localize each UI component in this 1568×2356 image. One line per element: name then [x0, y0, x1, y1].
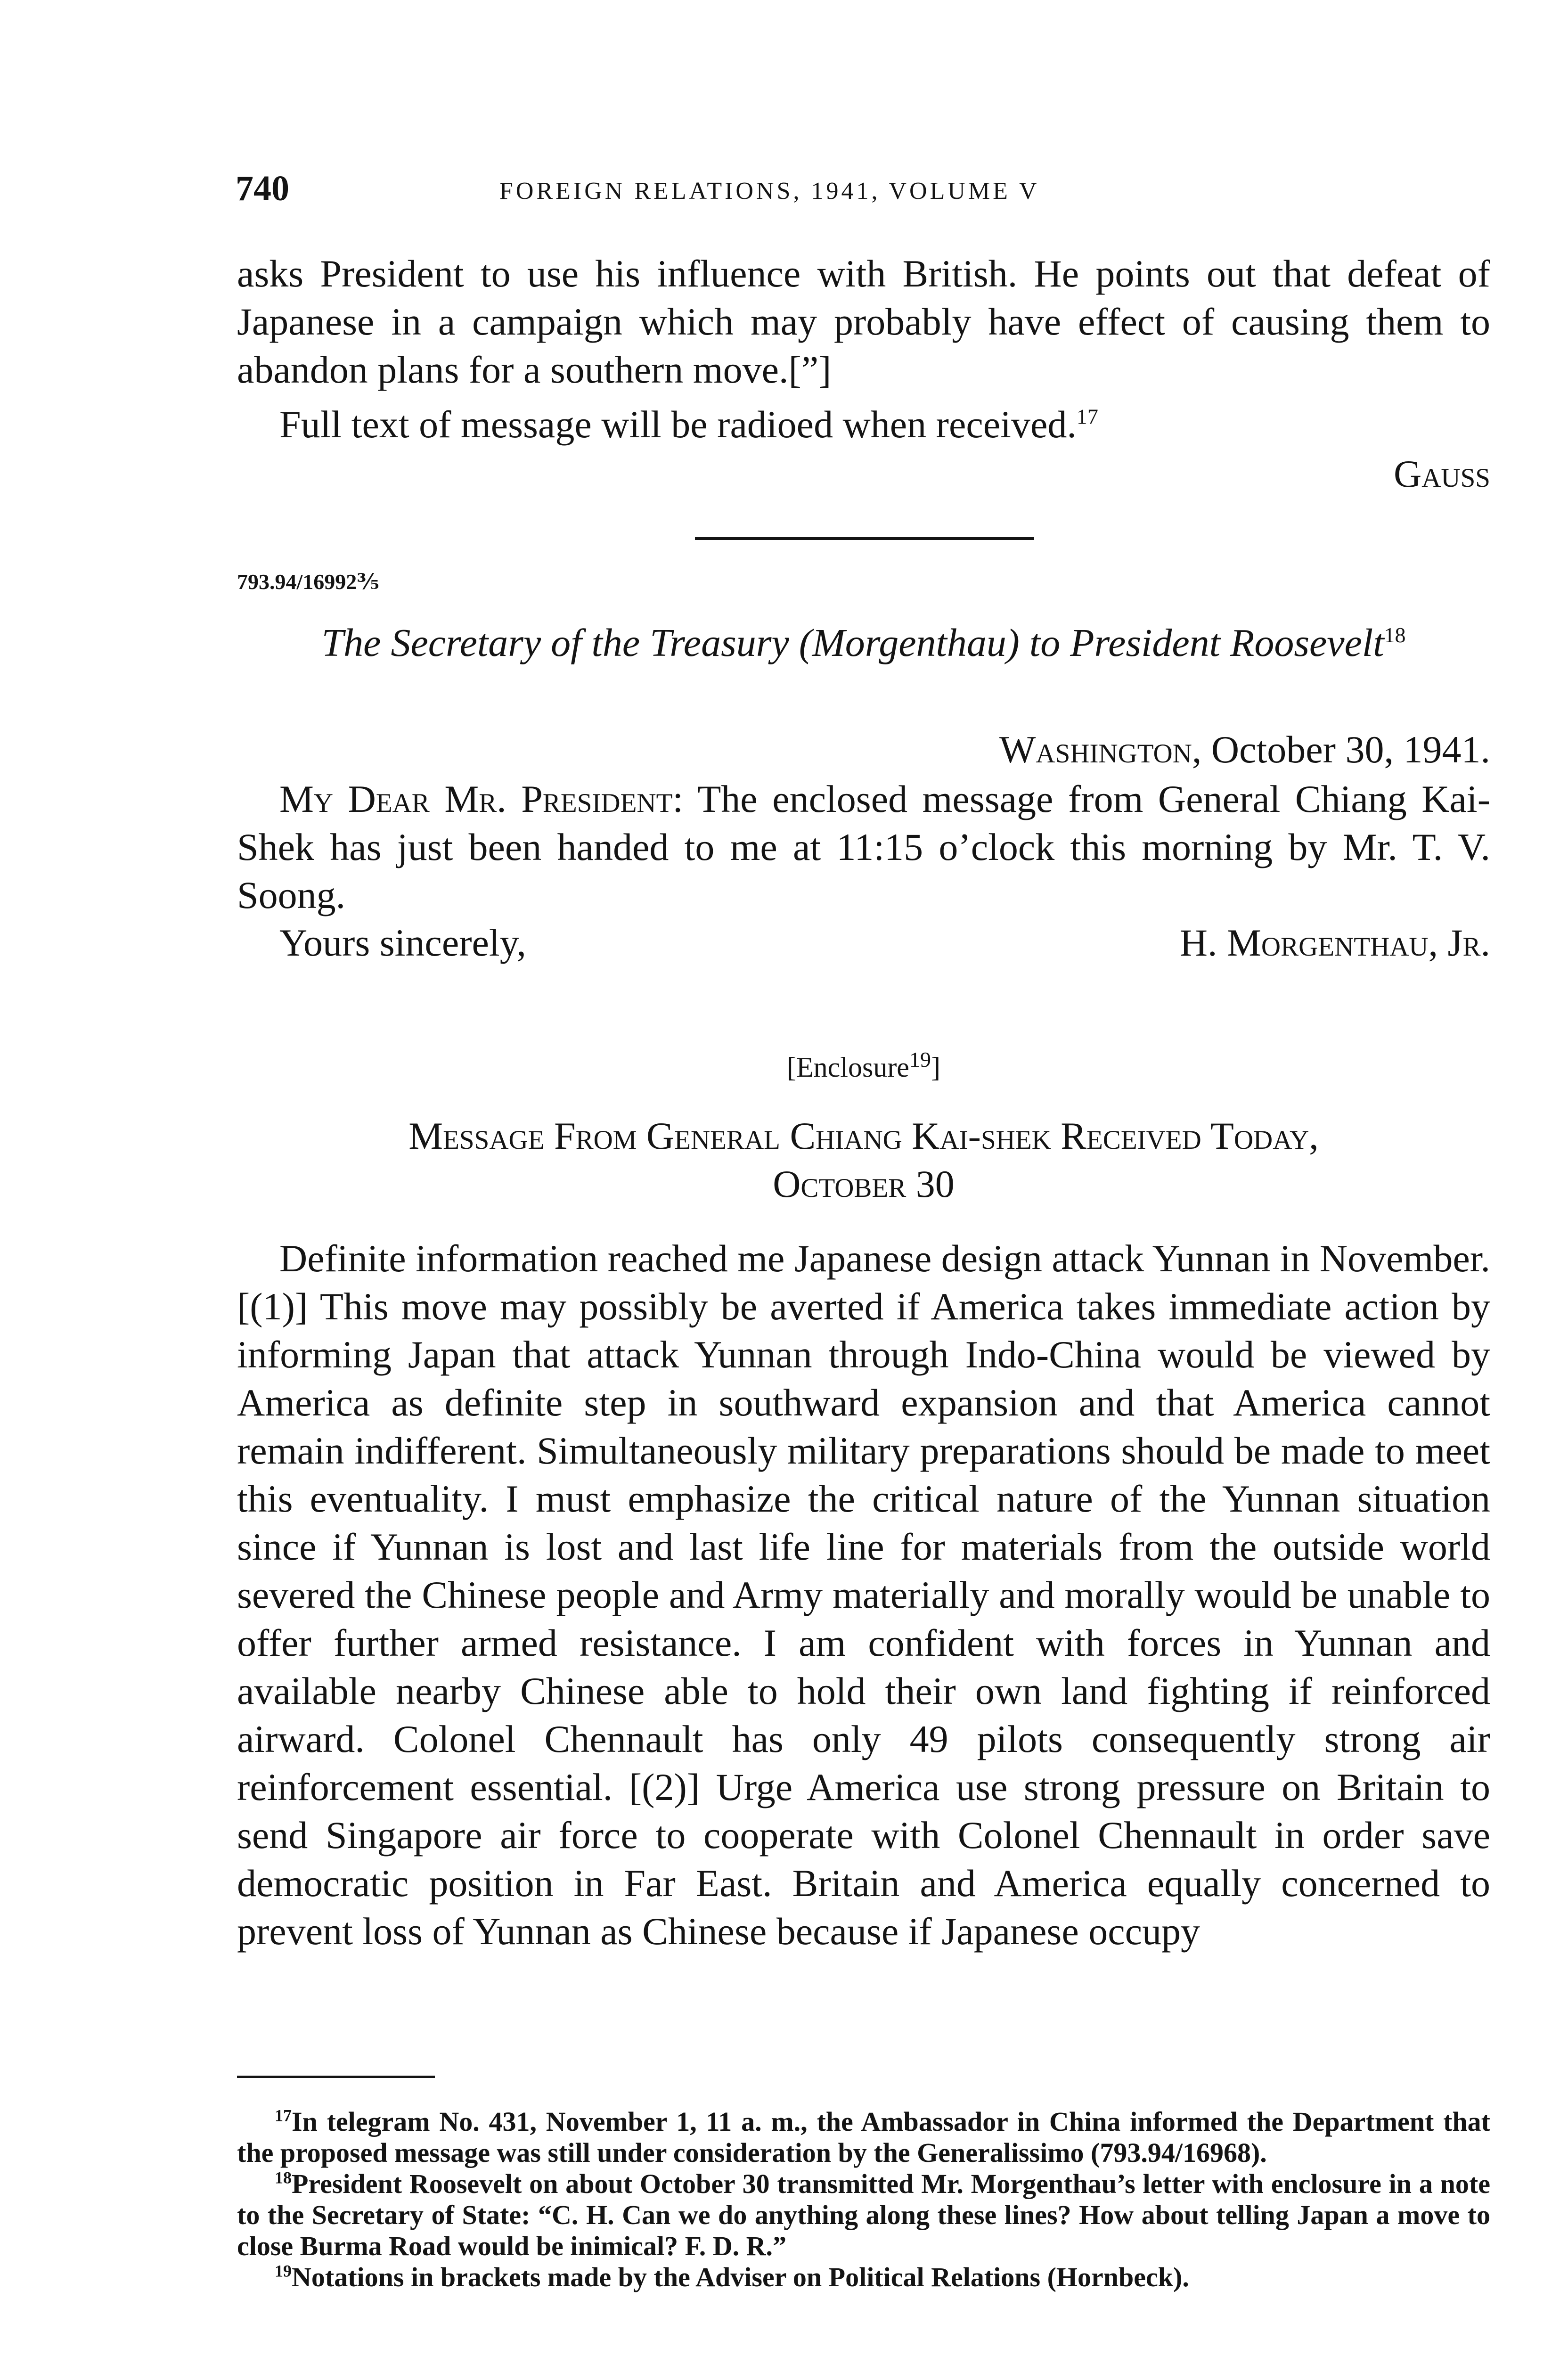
- section-divider: [695, 537, 1034, 540]
- page-number: 740: [236, 169, 289, 208]
- enclosure-label: [237, 1046, 1490, 1088]
- enclosure-label-close: ]: [931, 1052, 940, 1083]
- footnote-ref-17[interactable]: 17: [1076, 404, 1098, 429]
- continuation-text: asks President to use his influence with British. He points out that defeat of Japanese in a campaign which may probably have effect of causing them to abandon plans for a southern move.[”]: [237, 252, 1490, 391]
- footnote-number: 18: [275, 2168, 292, 2187]
- message-title-line-1: Message From General Chiang Kai-shek Received Today,: [408, 1114, 1319, 1157]
- running-title: FOREIGN RELATIONS, 1941, VOLUME V: [499, 178, 1040, 205]
- file-number: 793.94/16992⅗: [237, 570, 379, 594]
- footnote-19: [237, 2262, 1490, 2293]
- message-title-line-2: October 30: [773, 1162, 955, 1205]
- footnote-text: In telegram No. 431, November 1, 11 a. m., the Ambassador in China informed the Department that the proposed message was still under consideration by the Generalissimo (793.94/16968).: [237, 2106, 1490, 2168]
- letter-body-text: : The enclosed message from General Chiang Kai-Shek has just been handed to me at 11:15 o’clock this morning by Mr. T. V. Soong.: [237, 777, 1490, 916]
- document-heading: [237, 617, 1490, 669]
- dateline-place: Washington: [999, 728, 1192, 771]
- dateline-date: , October 30, 1941.: [1192, 728, 1490, 771]
- salutation: My Dear Mr. President: [279, 777, 673, 820]
- enclosure-label-open: [Enclosure: [787, 1052, 909, 1083]
- message-body-text: Definite information reached me Japanese design attack Yunnan in November. [(1)] This move may possibly be averted if America takes immediate action by informing Japan that attack Yunnan through Indo-China would be viewed by America as definite step in southward expansion and that America cannot remain indifferent. Simultaneously military preparations should be made to meet this eventuality. I must emphasize the critical nature of the Yunnan situation since if Yunnan is lost and last life line for materials from the outside world severed the Chinese people and Army materially and morally would be unable to offer further armed resistance. I am confident with forces in Yunnan and available nearby Chinese able to hold their own land fighting if reinforced airward. Colonel Chennault has only 49 pilots consequently strong air reinforcement essential. [(2)] Urge America use strong pressure on Britain to send Singapore air force to cooperate with Colonel Chennault in order save democratic position in Far East. Britain and America equally concerned to prevent loss of Yunnan as Chinese because if Japanese occupy: [237, 1237, 1490, 1953]
- letter-signature: H. Morgenthau, Jr.: [1179, 921, 1490, 964]
- footnotes: [237, 2106, 1490, 2293]
- running-head: [236, 165, 1484, 217]
- footnote-number: 19: [275, 2261, 292, 2281]
- footnote-ref-19[interactable]: 19: [909, 1047, 931, 1072]
- full-text-note-text: Full text of message will be radioed when received.: [279, 403, 1077, 446]
- letter-body: [237, 775, 1490, 919]
- document-heading-text: The Secretary of the Treasury (Morgenthau) to President Roosevelt: [321, 621, 1384, 665]
- footnote-17: [237, 2106, 1490, 2168]
- footnote-text: Notations in brackets made by the Adviser on Political Relations (Hornbeck).: [292, 2262, 1189, 2292]
- message-body: [237, 1235, 1490, 1955]
- footnote-ref-18[interactable]: 18: [1384, 623, 1406, 647]
- footnote-text: President Roosevelt on about October 30 transmitted Mr. Morgenthau’s letter with enclosure in a note to the Secretary of State: “C. H. Can we do anything along these lines? How about telling Japan a move to close Burma Road would be inimical? F. D. R.”: [237, 2168, 1490, 2261]
- footnote-18: [237, 2168, 1490, 2262]
- message-title: [237, 1112, 1490, 1208]
- continuation-paragraph: [237, 250, 1490, 394]
- closing: Yours sincerely,: [279, 921, 526, 964]
- dateline: [801, 726, 1490, 774]
- full-text-note: [279, 401, 1098, 449]
- footnote-divider: [237, 2076, 435, 2078]
- prior-signature: Gauss: [1394, 452, 1490, 495]
- footnote-number: 17: [275, 2106, 292, 2125]
